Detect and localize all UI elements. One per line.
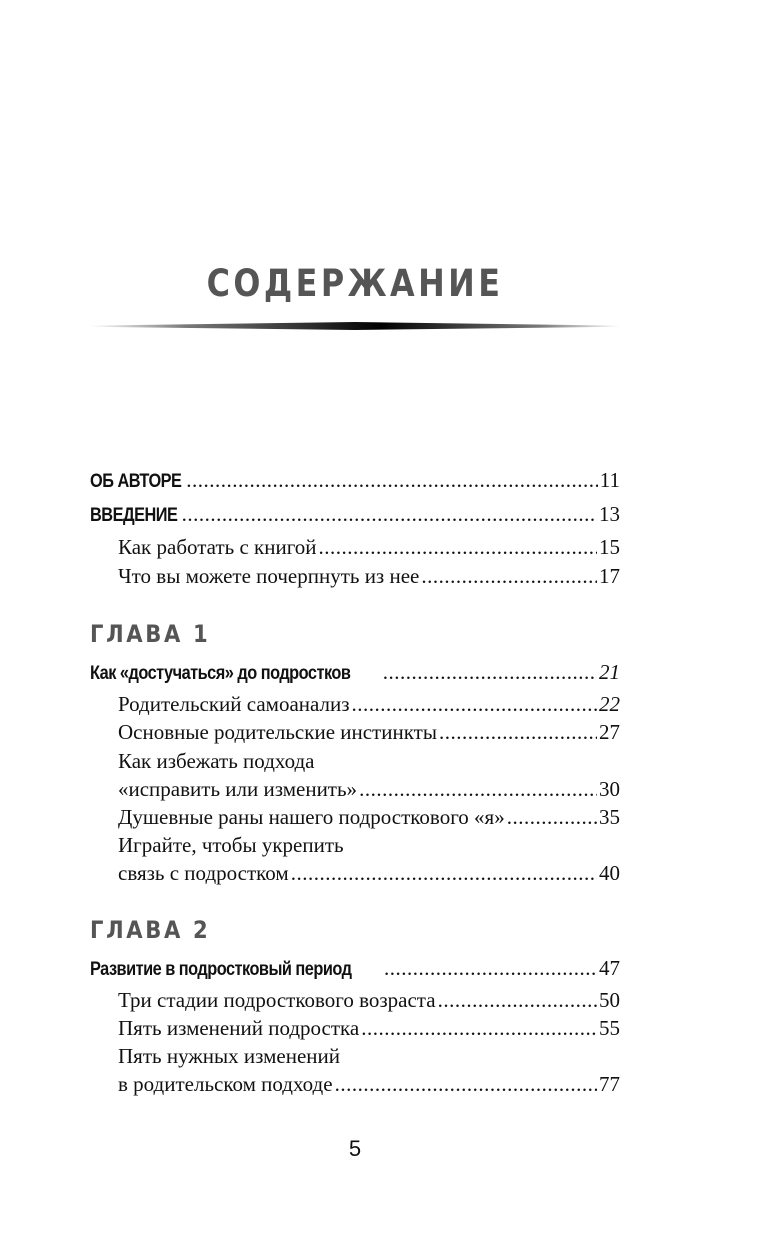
toc-page-number: 35 [599, 805, 620, 829]
toc-entry-title: Три стадии подросткового возраста [118, 988, 436, 1012]
toc-entry-title: Пять нужных изменений [118, 1044, 341, 1068]
toc-entry-instincts[interactable] [118, 720, 620, 750]
dot-leader [438, 988, 597, 1013]
chapter-heading-1: ГЛАВА 1 [90, 620, 211, 648]
toc-page-number: 77 [599, 1072, 620, 1096]
toc-entry-needed-changes[interactable] [118, 1072, 620, 1102]
chapter-heading-2: ГЛАВА 2 [90, 916, 211, 944]
toc-page-number: 47 [599, 956, 620, 980]
toc-page-number: 13 [599, 502, 620, 526]
toc-page-number: 22 [599, 692, 620, 716]
dot-leader [291, 861, 597, 886]
toc-entry-title: Пять изменений подростка [118, 1016, 360, 1040]
toc-entry-title: Как избежать подхода [118, 749, 315, 773]
dot-leader [335, 1072, 597, 1097]
toc-entry-five-changes[interactable] [118, 1016, 620, 1046]
toc-entry-self-analysis[interactable] [118, 692, 620, 722]
toc-entry-title: Развитие в подростковый период [90, 959, 352, 980]
table-of-contents [90, 0, 620, 1240]
toc-entry-chapter-1[interactable] [90, 660, 620, 690]
toc-entry-title: Как «достучаться» до подростков [90, 663, 351, 684]
toc-entry-title: Что вы можете почерпнуть из нее [118, 564, 420, 588]
toc-page-number: 15 [599, 535, 620, 559]
dot-leader [359, 777, 597, 802]
dot-leader [439, 720, 597, 745]
toc-page-number: 27 [599, 720, 620, 744]
toc-entry-introduction[interactable] [90, 502, 620, 532]
toc-page-number: 50 [599, 988, 620, 1012]
toc-entry-title: связь с подростком [118, 861, 289, 885]
toc-entry-play[interactable] [118, 861, 620, 891]
dot-leader [361, 1016, 597, 1041]
toc-entry-avoid-approach-line1 [118, 749, 620, 779]
dot-leader [319, 535, 597, 560]
dot-leader [507, 805, 597, 830]
toc-entry-how-to-use[interactable] [118, 535, 620, 565]
toc-entry-needed-changes-line1 [118, 1044, 620, 1074]
toc-entry-title: Душевные раны нашего подросткового «я» [118, 805, 505, 829]
dot-leader [352, 692, 597, 717]
toc-entry-title: Основные родительские инстинкты [118, 720, 437, 744]
toc-entry-three-stages[interactable] [118, 988, 620, 1018]
toc-page-number: 55 [599, 1016, 620, 1040]
toc-entry-title: «исправить или изменить» [118, 777, 358, 801]
toc-entry-title: Родительский самоанализ [118, 692, 350, 716]
toc-entry-title: ВВЕДЕНИЕ [90, 505, 178, 526]
toc-page-number: 17 [599, 564, 620, 588]
dot-leader [383, 660, 597, 685]
toc-page-number: 40 [599, 861, 620, 885]
toc-page-number: 11 [599, 468, 620, 492]
toc-entry-what-you-learn[interactable] [118, 564, 620, 594]
toc-entry-title: ОБ АВТОРЕ [90, 471, 182, 492]
toc-page-number: 30 [599, 777, 620, 801]
toc-entry-title: Как работать с книгой [118, 535, 317, 559]
dot-leader [186, 468, 597, 493]
dot-leader [421, 564, 597, 589]
page-number: 5 [348, 1136, 362, 1161]
toc-entry-chapter-2[interactable] [90, 956, 620, 986]
dot-leader [182, 502, 597, 527]
toc-entry-emotional-wounds[interactable] [118, 805, 620, 835]
dot-leader [384, 956, 597, 981]
toc-entry-title: в родительском подходе [118, 1072, 333, 1096]
page-title: СОДЕРЖАНИЕ [206, 262, 504, 305]
toc-entry-avoid-approach[interactable] [118, 777, 620, 807]
toc-entry-title: Играйте, чтобы укрепить [118, 833, 344, 857]
toc-entry-about-author[interactable] [90, 468, 620, 498]
toc-entry-play-line1 [118, 833, 620, 863]
toc-page-number: 21 [599, 660, 620, 684]
